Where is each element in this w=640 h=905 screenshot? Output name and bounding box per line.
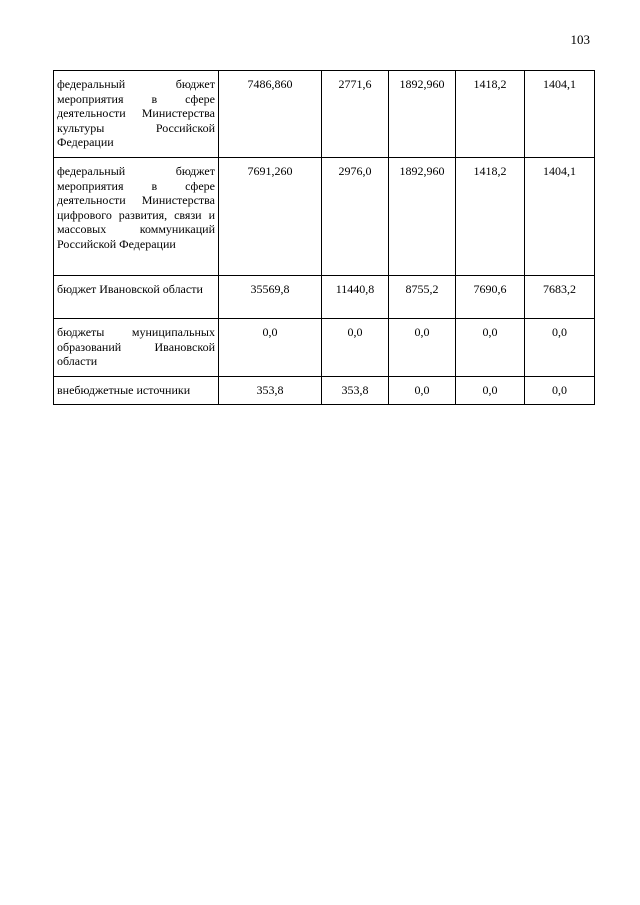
value-cell: 7486,860 (219, 71, 322, 158)
page-number: 103 (570, 32, 590, 47)
value-cell: 353,8 (219, 377, 322, 405)
value-cell: 0,0 (322, 319, 389, 377)
value-cell: 0,0 (219, 319, 322, 377)
value-cell: 1418,2 (456, 71, 525, 158)
value-cell: 1404,1 (525, 71, 595, 158)
value-cell: 35569,8 (219, 276, 322, 319)
table-row (54, 71, 595, 158)
value-cell: 353,8 (322, 377, 389, 405)
row-label: федеральный бюджет мероприятия в сфере деятельности Министерства цифрового развития, связи и массовых коммуникаций Российской Федерации (54, 158, 219, 276)
table-row (54, 377, 595, 405)
value-cell: 1418,2 (456, 158, 525, 276)
table-row (54, 276, 595, 319)
value-cell: 0,0 (525, 319, 595, 377)
value-cell: 0,0 (389, 377, 456, 405)
value-cell: 0,0 (525, 377, 595, 405)
value-cell: 7691,260 (219, 158, 322, 276)
value-cell: 8755,2 (389, 276, 456, 319)
value-cell: 7690,6 (456, 276, 525, 319)
value-cell: 1404,1 (525, 158, 595, 276)
funding-table (53, 70, 595, 405)
value-cell: 7683,2 (525, 276, 595, 319)
value-cell: 2771,6 (322, 71, 389, 158)
value-cell: 2976,0 (322, 158, 389, 276)
row-label: бюджеты муниципальных образований Ивановской области (54, 319, 219, 377)
table-row (54, 158, 595, 276)
row-label: бюджет Ивановской области (54, 276, 219, 319)
value-cell: 0,0 (456, 377, 525, 405)
value-cell: 11440,8 (322, 276, 389, 319)
value-cell: 0,0 (389, 319, 456, 377)
table-row (54, 319, 595, 377)
value-cell: 0,0 (456, 319, 525, 377)
value-cell: 1892,960 (389, 158, 456, 276)
row-label: федеральный бюджет мероприятия в сфере деятельности Министерства культуры Российской Федерации (54, 71, 219, 158)
row-label: внебюджетные источники (54, 377, 219, 405)
value-cell: 1892,960 (389, 71, 456, 158)
